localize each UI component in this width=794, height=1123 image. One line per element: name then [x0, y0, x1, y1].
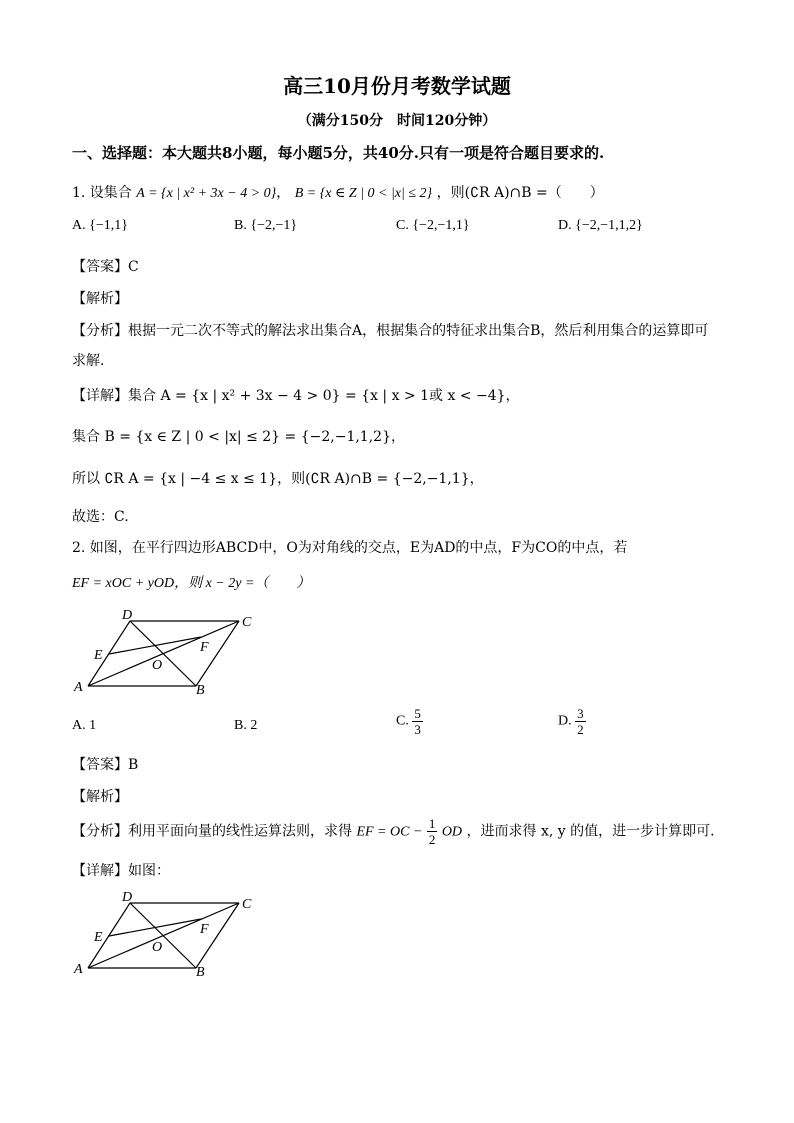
- q2-option-b: B. 2: [234, 718, 258, 733]
- q2-option-a: A. 1: [72, 718, 97, 733]
- q1-detail-line4: 故选：C.: [72, 509, 129, 525]
- q2-option-d-fraction: [575, 706, 586, 737]
- parallelogram-figure-2: [66, 888, 266, 978]
- q2-answer: 【答案】B: [72, 757, 139, 773]
- label-o: O: [152, 658, 163, 673]
- label-o: O: [152, 940, 163, 955]
- q2-fenxi-fraction: [427, 816, 438, 847]
- fraction-denominator: 2: [577, 722, 584, 737]
- label-c: C: [242, 897, 252, 912]
- fraction-numerator: 5: [414, 706, 421, 721]
- page-title: 高三10月份月考数学试题: [283, 74, 511, 98]
- q1-option-b: B. {−2,−1}: [234, 218, 298, 233]
- label-a: A: [74, 962, 83, 977]
- parallelogram-figure-1: [66, 606, 266, 696]
- q1-detail-line1: 【详解】集合 A = {x | x² + 3x − 4 > 0} = {x | x > 1或 x < −4}，: [72, 388, 520, 404]
- segment-ef: [109, 919, 201, 936]
- q1-fenxi-line1: 【分析】根据一元二次不等式的解法求出集合A，根据集合的特征求出集合B，然后利用集合的运算即可: [72, 323, 709, 339]
- label-f: F: [200, 640, 209, 655]
- label-f: F: [200, 922, 209, 937]
- q2-stem-line1: 2. 如图，在平行四边形ABCD中，O为对角线的交点，E为AD的中点，F为CO的中点，若: [72, 540, 628, 556]
- label-d: D: [122, 890, 133, 905]
- q2-fenxi-prefix: 【分析】利用平面向量的线性运算法则，求得: [72, 823, 352, 840]
- q2-jiexi: 【解析】: [72, 789, 128, 805]
- q1-ask: ，则(∁R A)∩B =（ ）: [436, 185, 604, 201]
- q2-option-c-label: C.: [396, 713, 409, 729]
- q2-option-d: [558, 706, 586, 737]
- q2-option-c: [396, 706, 423, 737]
- q2-fenxi-equation: EF = OC −: [356, 824, 423, 840]
- label-b: B: [196, 683, 205, 696]
- q1-set-a: A = {x | x² + 3x − 4 > 0}: [136, 186, 277, 201]
- label-a: A: [74, 680, 83, 695]
- label-b: B: [196, 965, 205, 978]
- q2-option-c-fraction: [412, 706, 423, 737]
- q1-jiexi: 【解析】: [72, 291, 128, 307]
- fraction-numerator: 1: [428, 816, 436, 831]
- q1-set-b: B = {x ∈ Z | 0 < |x| ≤ 2}: [294, 186, 433, 201]
- q2-option-d-label: D.: [558, 713, 572, 729]
- q1-fenxi-line2: 求解.: [72, 353, 105, 369]
- fraction-denominator: 2: [428, 832, 436, 847]
- q1-stem-prefix: 1. 设集合: [72, 185, 132, 201]
- label-e: E: [94, 648, 103, 663]
- label-c: C: [242, 615, 252, 630]
- q1-detail-line3: 所以 ∁R A = {x | −4 ≤ x ≤ 1}，则(∁R A)∩B = {−2,−1,1}，: [72, 471, 484, 487]
- diagonal-bd: [130, 621, 196, 686]
- q2-fenxi-suffix: ，进而求得 x, y 的值，进一步计算即可.: [466, 823, 715, 840]
- q2-fenxi: [72, 816, 715, 847]
- page-subtitle: （满分150分 时间120分钟）: [297, 113, 497, 129]
- q2-fenxi-od: OD: [441, 824, 463, 840]
- fraction-numerator: 3: [577, 706, 584, 721]
- fraction-denominator: 3: [414, 722, 421, 737]
- section-heading: 一、选择题：本大题共8小题，每小题5分，共40分.只有一项是符合题目要求的.: [72, 144, 605, 162]
- q1-option-a: A. {−1,1}: [72, 218, 128, 233]
- q1-option-d: D. {−2,−1,1,2}: [558, 218, 643, 233]
- label-e: E: [94, 930, 103, 945]
- q2-detail: 【详解】如图：: [72, 863, 170, 879]
- segment-ef: [109, 637, 201, 654]
- q1-detail-line2: 集合 B = {x ∈ Z | 0 < |x| ≤ 2} = {−2,−1,1,2}，: [72, 429, 405, 445]
- q1-answer: 【答案】C: [72, 259, 139, 275]
- q1-stem: 1. 设集合 A = {x | x² + 3x − 4 > 0}， B = {x ∈ Z | 0 < |x| ≤ 2} ，则(∁R A)∩B =（ ）: [72, 185, 604, 201]
- q1-option-c: C. {−2,−1,1}: [396, 218, 470, 233]
- diagonal-bd: [130, 903, 196, 968]
- q2-stem-line2: EF = xOC + yOD，则 x − 2y =（ ）: [72, 576, 311, 591]
- label-d: D: [122, 608, 133, 623]
